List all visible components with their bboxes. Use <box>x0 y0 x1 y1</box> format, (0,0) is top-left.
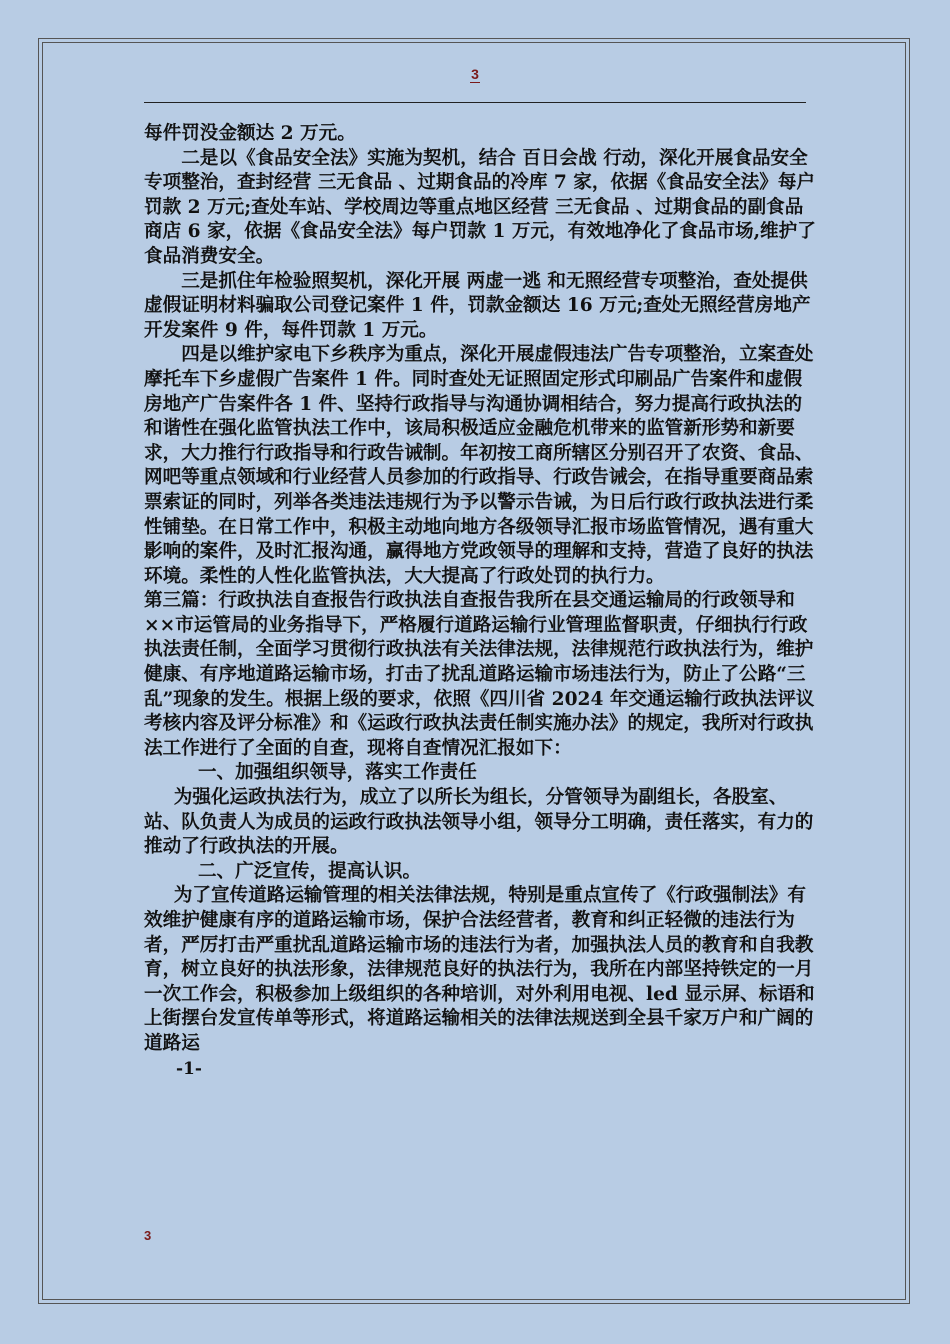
paragraph: 为了宣传道路运输管理的相关法律法规，特别是重点宣传了《行政强制法》有效维护健康有序的道路运输市场，保护合法经营者，教育和纠正轻微的违法行为者，严厉打击严重扰乱道路运输市场的违法行为者，加强执法人员的教育和自我教育，树立良好的执法形象，法律规范良好的执法行为，我所在内部坚持铁定的一月一次工作会，积极参加上级组织的各种培训，对外利用电视、led 显示屏、标语和上街摆台发宣传单等形式，将道路运输相关的法律法规送到全县千家万户和广阔的道路运 <box>144 885 815 1054</box>
document-body <box>144 122 816 1081</box>
section-heading: 二、广泛宣传，提高认识。 <box>197 860 422 882</box>
paragraph: 二是以《食品安全法》实施为契机，结合 百日会战 行动，深化开展食品安全专项整治，查封经营 三无食品 、过期食品的冷库 7 家，依据《食品安全法》每户罚款 2 万元;查处车站、学校周边等重点地区经营 三无食品 、过期食品的副食品商店 6 家，依据《食品安全法》每户罚款 1 万元，有效地净化了食品市场,维护了食品消费安全。 <box>144 147 816 267</box>
header-page-number: 3 <box>471 66 479 82</box>
paragraph: 三是抓住年检验照契机，深化开展 两虚一逃 和无照经营专项整治，查处提供虚假证明材料骗取公司登记案件 1 件，罚款金额达 16 万元;查处无照经营房地产开发案件 9 件，每件罚款 1 万元。 <box>144 270 811 341</box>
page-marker: -1- <box>176 1058 202 1079</box>
paragraph: 每件罚没金额达 2 万元。 <box>144 123 356 144</box>
paragraph: 四是以维护家电下乡秩序为重点，深化开展虚假违法广告专项整治，立案查处摩托车下乡虚假广告案件 1 件。同时查处无证照固定形式印刷品广告案件和虚假房地产广告案件各 1 件、坚持行政指导与沟通协调相结合，努力提高行政执法的和谐性在强化监管执法工作中，该局积极适应金融危机带来的监管新形势和新要求，大力推行行政指导和行政告诫制。年初按工商所辖区分别召开了农资、食品、网吧等重点领域和行业经营人员参加的行政指导、行政告诫会，在指导重要商品索票索证的同时，列举各类违法违规行为予以警示告诫，为日后行政行政执法进行柔性铺垫。在日常工作中，积极主动地向地方各级领导汇报市场监管情况，遇有重大影响的案件，及时汇报沟通，赢得地方党政领导的理解和支持，营造了良好的执法环境。柔性的人性化监管执法，大大提高了行政处罚的执行力。 <box>144 344 814 587</box>
paragraph: 第三篇：行政执法自查报告行政执法自查报告我所在县交通运输局的行政领导和××市运管局的业务指导下，严格履行道路运输行业管理监督职责，仔细执行行政执法责任制，全面学习贯彻行政执法有关法律法规，法律规范行政执法行为，维护健康、有序地道路运输市场，打击了扰乱道路运输市场违法行为，防止了公路“三乱”现象的发生。根据上级的要求，依照《四川省 2024 年交通运输行政执法评议考核内容及评分标准》和《运政行政执法责任制实施办法》的规定，我所对行政执法工作进行了全面的自查，现将自查情况汇报如下： <box>144 590 815 759</box>
footer-page-number: 3 <box>144 1228 152 1243</box>
paragraph: 为强化运政执法行为，成立了以所长为组长，分管领导为副组长，各股室、站、队负责人为成员的运政行政执法领导小组，领导分工明确，责任落实，有力的推动了行政执法的开展。 <box>144 787 814 858</box>
header-rule <box>144 102 806 103</box>
section-heading: 一、加强组织领导，落实工作责任 <box>197 762 477 784</box>
